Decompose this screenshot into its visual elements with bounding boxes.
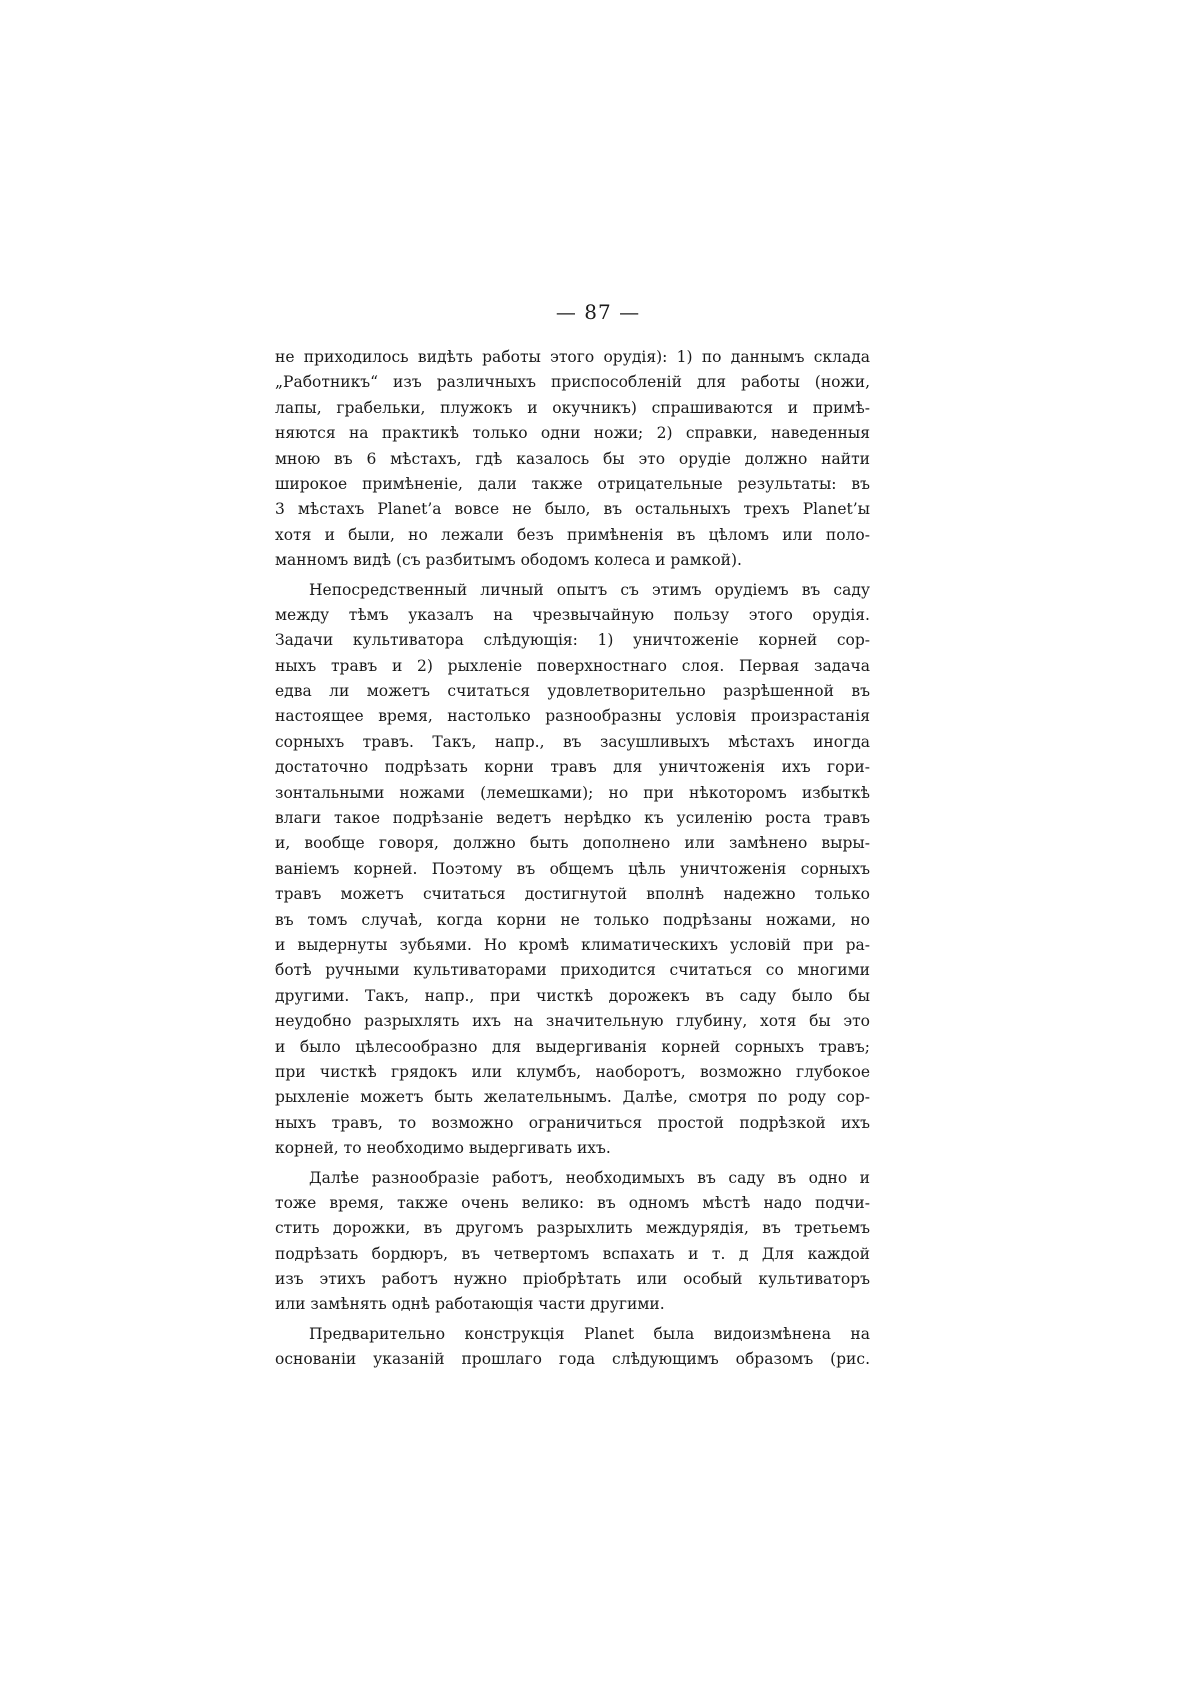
text-line: Далѣе разнообразіе работъ, необходимыхъ въ саду въ одно и: [309, 1168, 870, 1187]
paragraph-2: [275, 578, 870, 1162]
text-line: не приходилось видѣть работы этого орудія): 1) по даннымъ склада: [275, 348, 870, 366]
text-line: ныхъ травъ и 2) рыхленіе поверхностнаго слоя. Первая задача: [275, 656, 870, 675]
paragraph-1: [275, 345, 870, 574]
text-line: Задачи культиватора слѣдующія: 1) уничтоженіе корней сор-: [275, 631, 870, 650]
text-line: ботѣ ручными культиваторами приходится считаться со многими: [275, 961, 870, 980]
text-line: лапы, грабельки, плужокъ и окучникъ) спрашиваются и примѣ-: [275, 398, 870, 417]
text-line: и было цѣлесообразно для выдергиванія корней сорныхъ травъ;: [275, 1037, 870, 1056]
text-line: травъ можетъ считаться достигнутой вполнѣ надежно только: [275, 885, 870, 904]
text-line: и выдернуты зубьями. Но кромѣ климатическихъ условій при ра-: [275, 935, 870, 954]
text-line: неудобно разрыхлять ихъ на значительную глубину, хотя бы это: [275, 1012, 870, 1031]
page-number: — 87 —: [555, 300, 641, 324]
text-line: въ томъ случаѣ, когда корни не только подрѣзаны ножами, но: [275, 910, 870, 929]
text-line: манномъ видѣ (съ разбитымъ ободомъ колеса и рамкой).: [275, 551, 742, 570]
text-line: другими. Такъ, напр., при чисткѣ дорожекъ въ саду было бы: [275, 986, 870, 1005]
text-line: изъ этихъ работъ нужно пріобрѣтать или особый культиваторъ: [275, 1270, 870, 1289]
text-line: ваніемъ корней. Поэтому въ общемъ цѣль уничтоженія сорныхъ: [275, 859, 870, 878]
text-line: едва ли можетъ считаться удовлетворительно разрѣшенной въ: [275, 682, 870, 701]
text-line: сорныхъ травъ. Такъ, напр., въ засушливыхъ мѣстахъ иногда: [275, 732, 870, 751]
text-line: Непосредственный личный опытъ съ этимъ орудіемъ въ саду: [309, 580, 870, 599]
text-line: достаточно подрѣзать корни травъ для уничтоженія ихъ гори-: [275, 758, 870, 777]
text-line: стить дорожки, въ другомъ разрыхлить междурядія, въ третьемъ: [275, 1219, 870, 1238]
text-line: мною въ 6 мѣстахъ, гдѣ казалось бы это орудіе должно найти: [275, 449, 870, 468]
text-line: „Работникъ“ изъ различныхъ приспособленій для работы (ножи,: [275, 373, 870, 392]
text-line: широкое примѣненіе, дали также отрицательные результаты: въ: [275, 474, 870, 493]
text-line: хотя и были, но лежали безъ примѣненія въ цѣломъ или поло-: [275, 525, 870, 544]
text-line: и, вообще говоря, должно быть дополнено или замѣнено выры-: [275, 834, 870, 853]
text-line: при чисткѣ грядокъ или клумбъ, наоборотъ, возможно глубокое: [275, 1062, 870, 1081]
text-line: влаги такое подрѣзаніе ведетъ нерѣдко къ усиленію роста травъ: [275, 809, 870, 828]
body-text: [275, 345, 870, 1373]
paragraph-3: [275, 1166, 870, 1318]
paragraph-4: [275, 1322, 870, 1373]
text-line: ныхъ травъ, то возможно ограничиться простой подрѣзкой ихъ: [275, 1113, 870, 1132]
text-line: 3 мѣстахъ Planet’a вовсе не было, въ остальныхъ трехъ Planet’ы: [275, 500, 870, 519]
text-line: настоящее время, настолько разнообразны условія произрастанія: [275, 707, 870, 726]
text-line: подрѣзать бордюръ, въ четвертомъ вспахать и т. д Для каждой: [275, 1244, 870, 1263]
text-line: тоже время, также очень велико: въ одномъ мѣстѣ надо подчи-: [275, 1193, 870, 1212]
text-line: рыхленіе можетъ быть желательнымъ. Далѣе, смотря по роду сор-: [275, 1088, 870, 1107]
text-line: между тѣмъ указалъ на чрезвычайную пользу этого орудія.: [275, 605, 870, 624]
text-line: корней, то необходимо выдергивать ихъ.: [275, 1139, 611, 1158]
text-line: или замѣнять однѣ работающія части другими.: [275, 1295, 665, 1314]
text-line: няются на практикѣ только одни ножи; 2) справки, наведенныя: [275, 424, 870, 443]
text-line: Предварительно конструкція Planet была видоизмѣнена на: [309, 1324, 870, 1343]
text-line: зонтальными ножами (лемешками); но при нѣкоторомъ избыткѣ: [275, 783, 870, 802]
text-line: основаніи указаній прошлаго года слѣдующимъ образомъ (рис.: [275, 1350, 870, 1369]
